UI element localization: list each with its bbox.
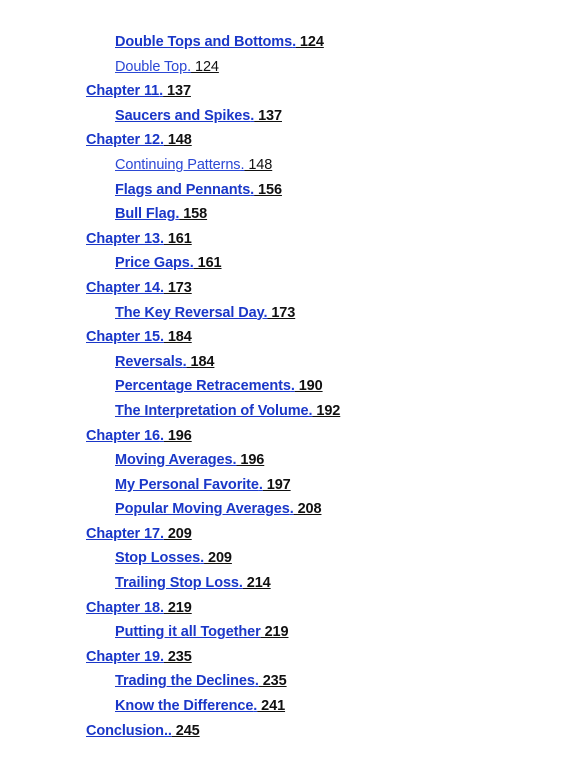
toc-entry-separator: . — [258, 476, 263, 493]
toc-section-entry[interactable] — [0, 202, 586, 227]
toc-entry-title[interactable]: Reversals — [115, 353, 183, 370]
toc-entry-page-number: 158 — [179, 206, 208, 223]
toc-entry-separator: . — [263, 304, 268, 321]
toc-section-entry[interactable] — [0, 301, 586, 326]
toc-entry-title[interactable]: Chapter 19 — [86, 648, 160, 665]
toc-entry-separator: . — [159, 83, 164, 100]
toc-entry-page-number: 196 — [236, 452, 265, 469]
toc-entry-title[interactable]: Saucers and Spikes — [115, 107, 251, 124]
toc-entry-page-number: 192 — [312, 402, 341, 419]
toc-entry-title[interactable]: Trailing Stop Loss — [115, 575, 239, 592]
toc-entry-page-number: 148 — [244, 156, 273, 173]
toc-entry-page-number: 235 — [163, 648, 192, 665]
toc-entry-page-number: 161 — [193, 255, 222, 272]
toc-entry-page-number: 209 — [163, 525, 192, 542]
toc-chapter-entry[interactable] — [0, 645, 586, 670]
toc-entry-page-number: 208 — [293, 501, 322, 518]
toc-section-entry[interactable] — [0, 497, 586, 522]
toc-entry-title[interactable]: Popular Moving Averages — [115, 501, 290, 518]
toc-entry-separator: . — [200, 550, 205, 567]
toc-section-entry[interactable] — [0, 374, 586, 399]
toc-entry-title[interactable]: The Interpretation of Volume — [115, 402, 309, 419]
toc-entry-title[interactable]: Percentage Retracements — [115, 378, 291, 395]
toc-chapter-entry[interactable] — [0, 227, 586, 252]
toc-entry-page-number: 235 — [258, 673, 287, 690]
toc-entry-title[interactable]: Bull Flag — [115, 206, 176, 223]
toc-entry-separator: . — [308, 402, 313, 419]
toc-entry-page-number: 137 — [163, 83, 191, 100]
toc-entry-page-number: 241 — [257, 698, 286, 715]
toc-entry-page-number: 137 — [254, 107, 282, 124]
toc-entry-page-number: 156 — [254, 181, 282, 198]
toc-section-entry[interactable] — [0, 251, 586, 276]
toc-section-entry[interactable] — [0, 669, 586, 694]
toc-entry-page-number: 173 — [163, 279, 192, 296]
toc-entry-title[interactable]: Double Tops and Bottoms — [115, 34, 293, 50]
toc-entry-separator: . — [292, 34, 296, 50]
toc-entry-separator: . — [240, 156, 245, 173]
toc-entry-separator: . — [159, 132, 164, 149]
toc-entry-separator: . — [253, 698, 258, 715]
toc-entry-page-number: 124 — [296, 34, 324, 50]
toc-entry-separator: . — [254, 673, 259, 690]
toc-entry-separator: . — [250, 107, 255, 124]
toc-entry-title[interactable]: Chapter 12 — [86, 132, 160, 149]
toc-entry-title[interactable]: Chapter 17 — [86, 525, 160, 542]
toc-entry-page-number: 184 — [163, 329, 192, 346]
toc-entry-separator: . — [189, 255, 194, 272]
toc-section-entry[interactable] — [0, 448, 586, 473]
toc-entry-title[interactable]: Know the Difference — [115, 698, 254, 715]
toc-section-entry[interactable] — [0, 546, 586, 571]
toc-section-entry[interactable] — [0, 620, 586, 645]
toc-entry-separator: . — [159, 230, 164, 247]
toc-entry-page-number: 161 — [163, 230, 192, 247]
toc-section-entry[interactable] — [0, 55, 586, 80]
toc-entry-page-number: 219 — [163, 599, 192, 616]
toc-entry-title[interactable]: Trading the Declines — [115, 673, 255, 690]
toc-entry-title[interactable]: Double Top — [115, 58, 188, 75]
toc-entry-title[interactable]: Stop Losses — [115, 550, 201, 567]
toc-section-entry[interactable] — [0, 104, 586, 129]
toc-entry-title[interactable]: Chapter 15 — [86, 329, 160, 346]
toc-section-entry[interactable] — [0, 694, 586, 719]
toc-section-entry[interactable] — [0, 571, 586, 596]
toc-entry-page-number: 148 — [163, 132, 192, 149]
toc-entry-page-number: 214 — [242, 575, 271, 592]
toc-entry-separator: .. — [163, 722, 172, 739]
toc-entry-separator: . — [290, 378, 295, 395]
toc-entry-page-number: 190 — [294, 378, 323, 395]
toc-entry-title[interactable]: Chapter 16 — [86, 427, 160, 444]
toc-entry-page-number: 196 — [163, 427, 192, 444]
toc-entry-title[interactable]: Putting it all Together — [115, 624, 261, 641]
toc-chapter-entry[interactable] — [0, 719, 586, 744]
toc-entry-page-number: 209 — [204, 550, 232, 567]
toc-chapter-entry[interactable] — [0, 325, 586, 350]
toc-entry-title[interactable]: Flags and Pennants — [115, 181, 251, 198]
toc-chapter-entry[interactable] — [0, 128, 586, 153]
toc-entry-page-number: 219 — [260, 624, 289, 641]
toc-entry-title[interactable]: The Key Reversal Day — [115, 304, 264, 321]
toc-chapter-entry[interactable] — [0, 522, 586, 547]
toc-chapter-entry[interactable] — [0, 79, 586, 104]
toc-section-entry[interactable] — [0, 178, 586, 203]
toc-entry-separator: . — [232, 452, 237, 469]
toc-entry-separator: . — [159, 279, 164, 296]
toc-section-entry[interactable] — [0, 473, 586, 498]
toc-entry-title[interactable]: Conclusion — [86, 722, 164, 739]
table-of-contents — [0, 30, 586, 743]
toc-entry-separator: . — [238, 575, 243, 592]
toc-chapter-entry[interactable] — [0, 596, 586, 621]
toc-entry-title[interactable]: Chapter 13 — [86, 230, 160, 247]
toc-section-entry[interactable] — [0, 350, 586, 375]
toc-entry-separator: . — [159, 599, 164, 616]
toc-entry-separator: . — [159, 648, 164, 665]
toc-entry-separator: . — [159, 525, 164, 542]
toc-entry-separator: . — [187, 58, 192, 75]
toc-entry-separator: . — [159, 427, 164, 444]
toc-entry-title[interactable]: Continuing Patterns — [115, 156, 241, 173]
toc-section-entry[interactable] — [0, 30, 586, 55]
toc-entry-separator: . — [250, 181, 255, 198]
toc-entry-page-number: 197 — [262, 476, 291, 493]
toc-entry-title[interactable]: Moving Averages — [115, 452, 233, 469]
toc-section-entry[interactable] — [0, 399, 586, 424]
toc-entry-title[interactable]: Chapter 18 — [86, 599, 160, 616]
toc-section-entry[interactable] — [0, 153, 586, 178]
toc-entry-separator: . — [175, 206, 180, 223]
toc-entry-title[interactable]: Chapter 14 — [86, 279, 160, 296]
toc-entry-page-number: 124 — [191, 58, 219, 75]
toc-entry-page-number: 184 — [186, 353, 215, 370]
toc-entry-page-number: 245 — [171, 722, 200, 739]
toc-entry-title[interactable]: Chapter 11 — [86, 83, 160, 100]
toc-entry-title[interactable]: My Personal Favorite — [115, 476, 259, 493]
toc-entry-title[interactable]: Price Gaps — [115, 255, 190, 272]
toc-entry-page-number: 173 — [267, 304, 296, 321]
toc-chapter-entry[interactable] — [0, 276, 586, 301]
toc-entry-separator: . — [289, 501, 294, 518]
toc-entry-separator: . — [159, 329, 164, 346]
toc-chapter-entry[interactable] — [0, 424, 586, 449]
toc-entry-separator: . — [182, 353, 187, 370]
